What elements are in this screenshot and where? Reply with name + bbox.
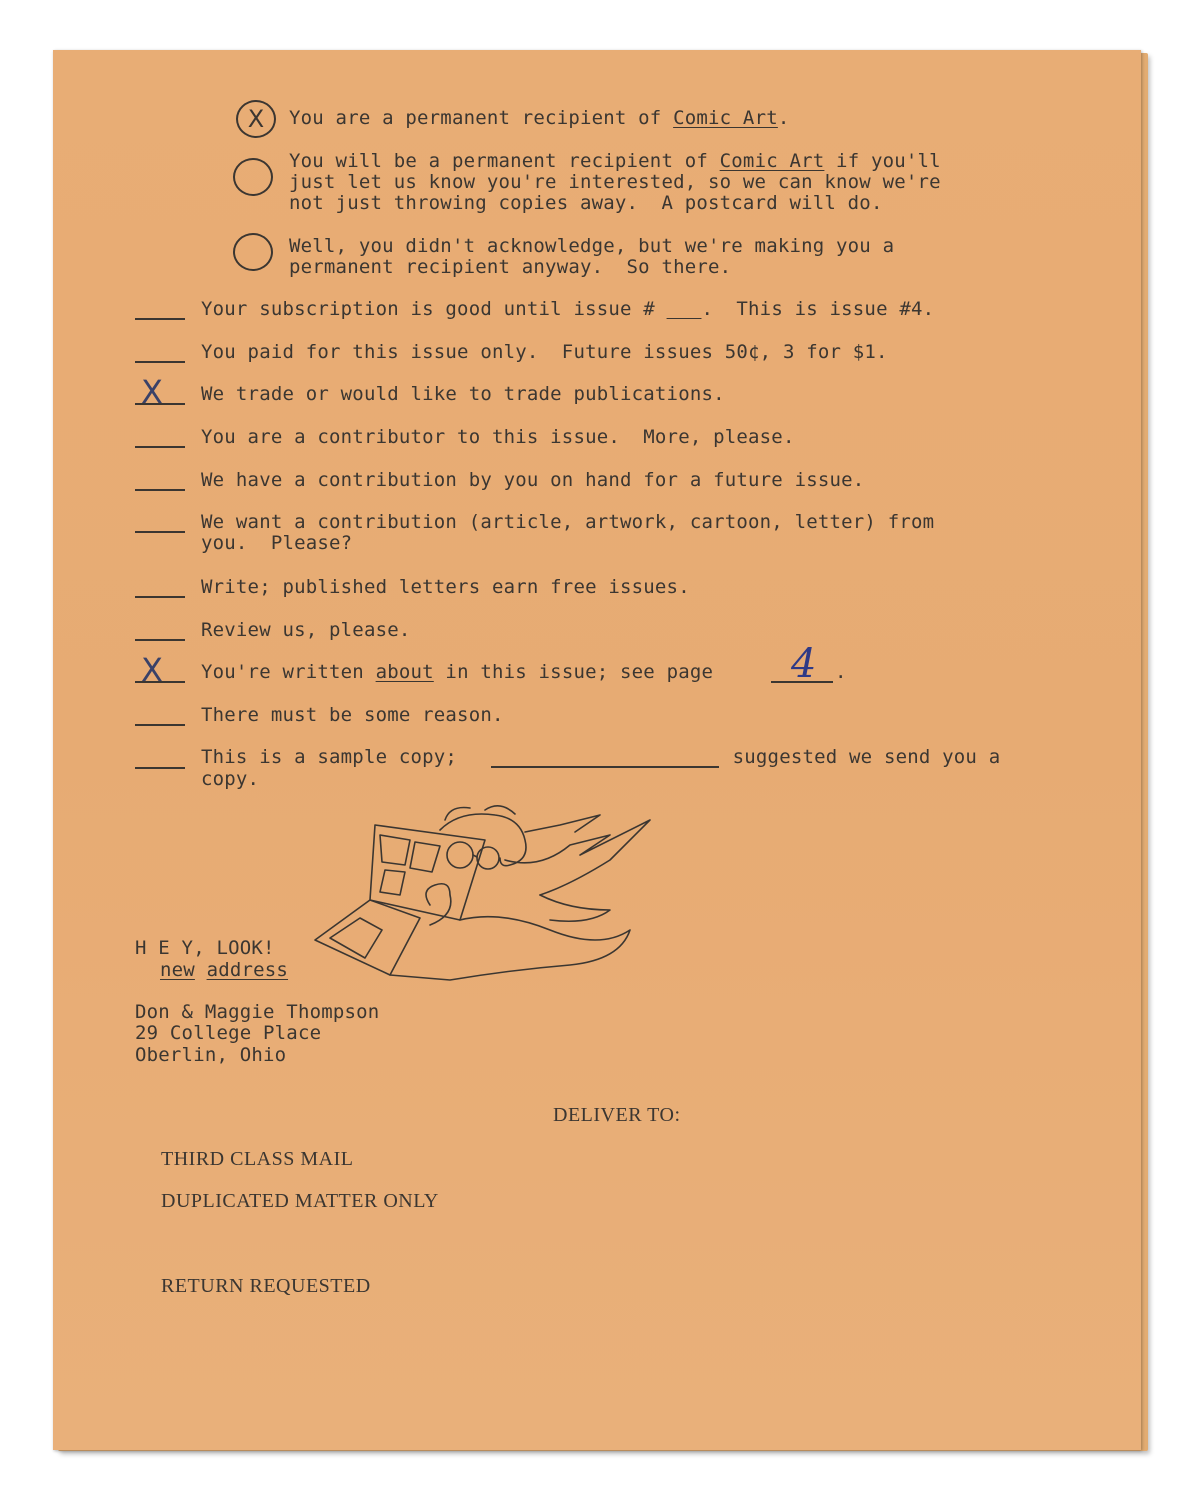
blank-contribution-on-hand[interactable] — [135, 489, 185, 491]
option-permanent-recipient — [289, 108, 790, 129]
item-want-contribution-line2: you. Please? — [201, 532, 353, 554]
sender-street: 29 College Place — [135, 1022, 322, 1044]
item-reason: There must be some reason. — [201, 704, 504, 726]
address-word: address — [206, 959, 289, 981]
item-text: . — [835, 661, 847, 683]
option-acknowledge-line1: Well, you didn't acknowledge, but we're making you a — [289, 235, 895, 257]
item-sample-after: suggested we send you a — [721, 746, 1001, 768]
checkbox-circle-permanent[interactable] — [236, 100, 276, 138]
item-subscription — [201, 299, 934, 320]
option-text: You are a permanent recipient of — [289, 107, 674, 129]
new-address-label — [160, 960, 288, 981]
x-mark-icon: X — [247, 105, 265, 133]
x-mark-icon: X — [141, 651, 163, 689]
option-text: . — [777, 107, 790, 129]
item-review: Review us, please. — [201, 619, 411, 641]
blank-reason[interactable] — [135, 724, 185, 726]
about-emphasis: about — [375, 661, 434, 683]
item-written-about — [201, 662, 725, 683]
third-class-mail: THIRD CLASS MAIL — [161, 1148, 354, 1170]
option-will-be-line3: not just throwing copies away. A postcard will do. — [289, 192, 883, 214]
item-contributor: You are a contributor to this issue. More, please. — [201, 426, 795, 448]
sender-city: Oberlin, Ohio — [135, 1044, 287, 1066]
option-will-be-line1 — [289, 151, 941, 172]
sample-suggester-blank[interactable] — [491, 766, 719, 768]
new-word: new — [160, 959, 195, 981]
blank-review[interactable] — [135, 639, 185, 641]
comic-art-title: Comic Art — [673, 107, 778, 129]
option-text: You will be a permanent recipient of — [289, 150, 720, 172]
option-text: if you'll — [824, 150, 941, 172]
comic-art-title: Comic Art — [719, 150, 825, 172]
mailer-page — [53, 50, 1141, 1450]
hey-look-notice: H E Y, LOOK! — [135, 937, 275, 959]
item-text: Your subscription is good until issue # — [201, 298, 667, 320]
blank-contributor[interactable] — [135, 446, 185, 448]
sender-name: Don & Maggie Thompson — [135, 1001, 380, 1023]
handwritten-page-number: 4 — [791, 641, 817, 687]
item-paid: You paid for this issue only. Future issues 50¢, 3 for $1. — [201, 341, 888, 363]
blank-sample[interactable] — [135, 767, 185, 769]
item-text: . This is issue #4. — [701, 298, 935, 320]
item-write: Write; published letters earn free issues. — [201, 576, 690, 598]
option-will-be-line2: just let us know you're interested, so we can know we're — [289, 171, 941, 193]
duplicated-matter: DUPLICATED MATTER ONLY — [161, 1190, 439, 1212]
checkbox-circle-acknowledge[interactable] — [233, 233, 273, 271]
deliver-to-label: DELIVER TO: — [553, 1104, 681, 1126]
item-want-contribution-line1: We want a contribution (article, artwork, cartoon, letter) from — [201, 511, 935, 533]
return-requested: RETURN REQUESTED — [161, 1275, 371, 1297]
item-trade: We trade or would like to trade publications. — [201, 383, 725, 405]
x-mark-icon: X — [141, 373, 163, 411]
blank-want-contribution[interactable] — [135, 531, 185, 533]
item-sample-before: This is a sample copy; — [201, 746, 469, 768]
item-text: in this issue; see page — [433, 661, 725, 683]
blank-paid[interactable] — [135, 361, 185, 363]
blank-write[interactable] — [135, 596, 185, 598]
item-sample-line2: copy. — [201, 768, 260, 790]
item-text: You're written — [201, 661, 376, 683]
issue-number-blank[interactable] — [667, 298, 702, 320]
blank-subscription[interactable] — [135, 318, 185, 320]
flying-reader-cartoon — [310, 800, 680, 990]
checkbox-circle-will-be[interactable] — [233, 158, 273, 196]
option-acknowledge-line2: permanent recipient anyway. So there. — [289, 256, 732, 278]
item-contribution-on-hand: We have a contribution by you on hand for a future issue. — [201, 469, 865, 491]
